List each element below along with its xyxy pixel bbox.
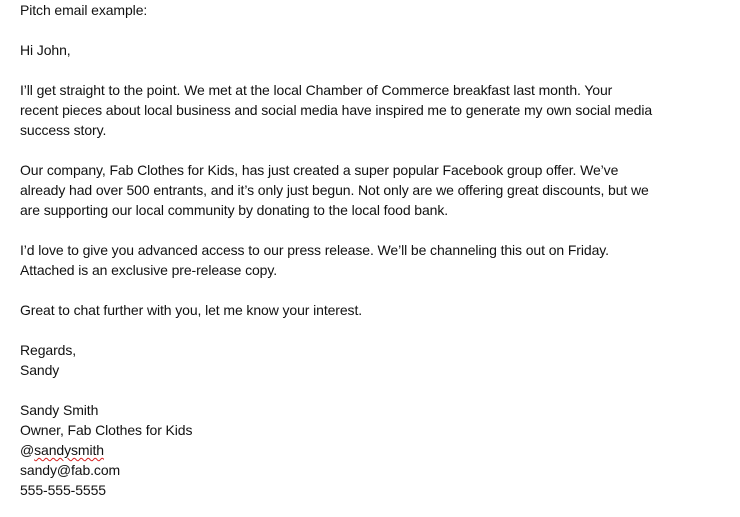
paragraph-line: already had over 500 entrants, and it’s only just begun. Not only are we offering great discounts, but we xyxy=(20,182,649,198)
paragraph-line: Our company, Fab Clothes for Kids, has just created a super popular Facebook group offer. We’ve xyxy=(20,162,619,178)
paragraph-line: are supporting our local community by donating to the local food bank. xyxy=(20,202,449,218)
sign-off: Regards, xyxy=(20,342,77,358)
paragraph-line: success story. xyxy=(20,122,107,138)
paragraph-line: recent pieces about local business and social media have inspired me to generate my own social media xyxy=(20,102,653,118)
sign-off-block xyxy=(20,340,735,380)
signature-email: sandy@fab.com xyxy=(20,462,121,478)
signature-phone: 555-555-5555 xyxy=(20,482,106,498)
paragraph-closing: Great to chat further with you, let me know your interest. xyxy=(20,302,363,318)
signature-title: Owner, Fab Clothes for Kids xyxy=(20,422,193,438)
paragraph-line: Attached is an exclusive pre-release copy. xyxy=(20,262,278,278)
signature-block xyxy=(20,400,735,500)
greeting: Hi John, xyxy=(20,42,71,58)
sender-first-name: Sandy xyxy=(20,362,60,378)
signature-name: Sandy Smith xyxy=(20,402,99,418)
paragraph-line: I’ll get straight to the point. We met at the local Chamber of Commerce breakfast last month. Your xyxy=(20,82,613,98)
email-document xyxy=(20,0,735,500)
paragraph-intro xyxy=(20,80,735,140)
paragraph-press-release xyxy=(20,240,735,280)
document-heading: Pitch email example: xyxy=(20,2,148,18)
handle-text: sandysmith xyxy=(34,442,104,458)
paragraph-company xyxy=(20,160,735,220)
paragraph-line: I’d love to give you advanced access to our press release. We’ll be channeling this out on Friday. xyxy=(20,242,609,258)
handle-prefix: @ xyxy=(20,442,35,458)
signature-handle xyxy=(20,440,735,460)
